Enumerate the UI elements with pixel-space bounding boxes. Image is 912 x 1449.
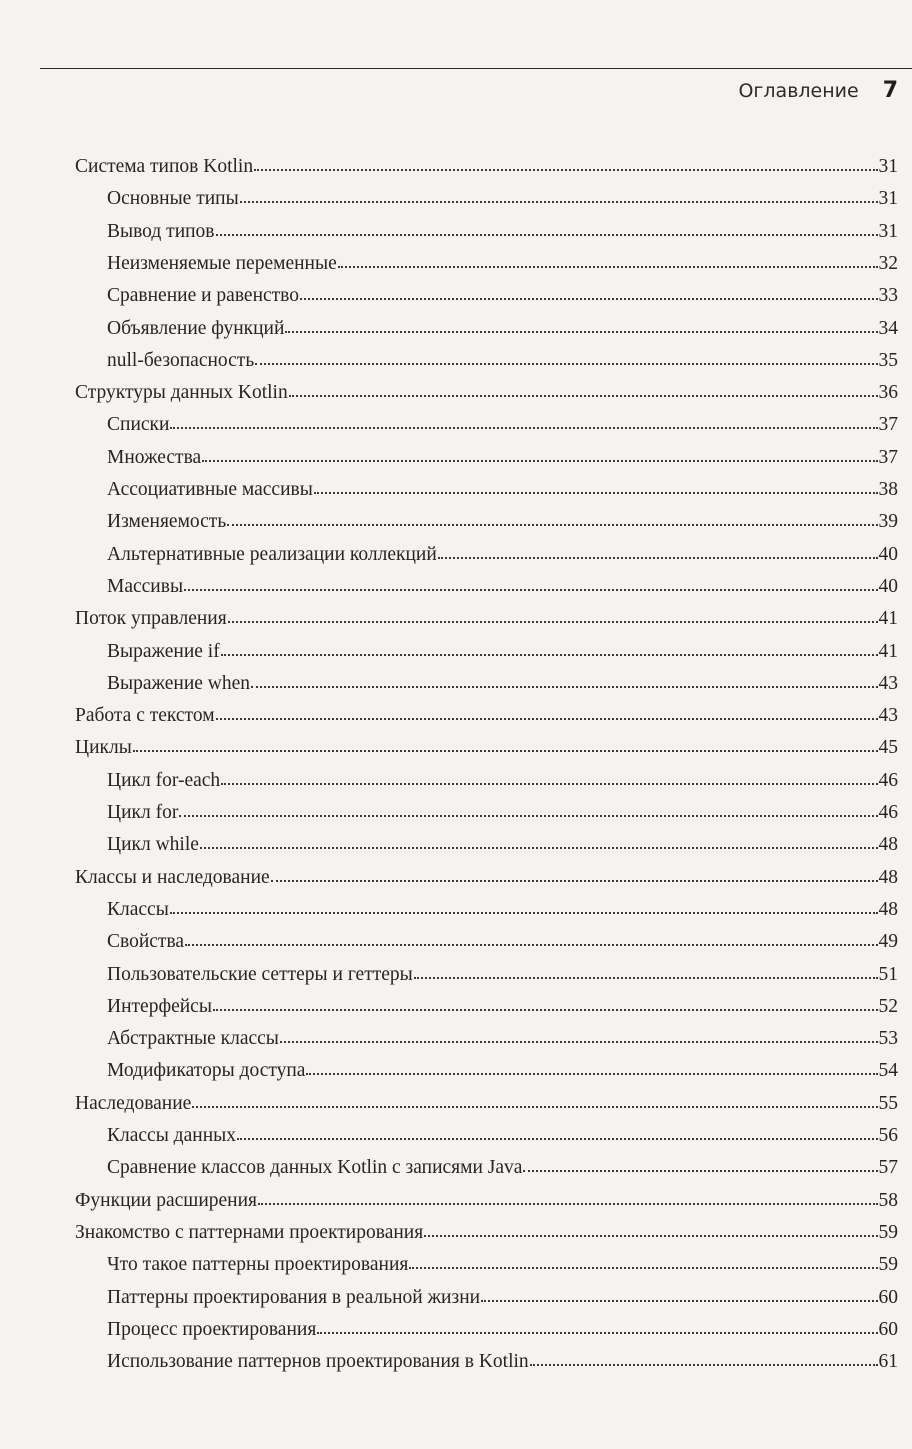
toc-page-number: 55 [878,1092,898,1114]
toc-subsection [107,926,898,958]
toc-section [75,603,898,635]
toc-title: Структуры данных Kotlin [75,382,288,404]
toc-dot-leader [414,977,878,979]
toc-page-number: 33 [878,285,898,307]
toc-page-number: 57 [878,1157,898,1179]
toc-dot-leader [271,880,878,882]
toc-section [75,862,898,894]
toc-subsection [107,1055,898,1087]
toc-title: Объявление функций [107,317,285,339]
toc-subsection [107,1314,898,1346]
toc-title: Вывод типов [107,220,215,242]
page-number: 7 [882,78,898,103]
toc-subsection [107,216,898,248]
toc-dot-leader [280,1041,878,1043]
toc-title: Работа с текстом [75,705,215,727]
toc-page-number: 61 [878,1351,898,1373]
toc-page-number: 49 [878,931,898,953]
toc-dot-leader [237,1138,878,1140]
toc-subsection [107,313,898,345]
toc-title: Знакомство с паттернами проектирования [75,1221,424,1243]
toc-page-number: 31 [878,220,898,242]
toc-dot-leader [424,1235,877,1237]
toc-page-number: 48 [878,866,898,888]
toc-page-number: 46 [878,769,898,791]
toc-dot-leader [306,1073,877,1075]
toc-title: Наследование [75,1092,192,1114]
toc-page-number: 36 [878,382,898,404]
toc-page-number: 48 [878,898,898,920]
toc-subsection [107,668,898,700]
toc-dot-leader [202,460,877,462]
toc-subsection [107,345,898,377]
toc-subsection [107,1249,898,1281]
toc-title: Изменяемость [107,511,227,533]
toc-dot-leader [254,169,877,171]
toc-subsection [107,1282,898,1314]
toc-section [75,1088,898,1120]
toc-dot-leader [300,298,877,300]
toc-dot-leader [213,1009,878,1011]
toc-page-number: 60 [878,1286,898,1308]
toc-page-number: 34 [878,317,898,339]
toc-title: Интерфейсы [107,995,212,1017]
toc-title: Цикл for [107,802,179,823]
toc-subsection [107,1120,898,1152]
toc-dot-leader [228,621,878,623]
toc-title: Что такое паттерны проектирования [107,1254,409,1276]
toc-title: Классы и наследование [75,866,270,888]
toc-title: Выражение when [107,672,251,694]
toc-title: Использование паттернов проектирования в Kotlin [107,1351,529,1373]
toc-section [75,732,898,764]
toc-subsection [107,280,898,312]
toc-dot-leader [251,686,877,688]
toc-page-number: 32 [878,252,898,274]
toc-page-number: 31 [878,156,898,177]
toc-subsection [107,829,898,861]
toc-title: Система типов Kotlin [75,156,254,177]
toc-page-number: 51 [878,963,898,985]
toc-dot-leader [216,234,878,236]
toc-page-number: 48 [878,834,898,856]
toc-title: Множества [107,446,202,468]
toc-section [75,700,898,732]
toc-title: Неизменяемые переменные [107,252,337,274]
toc-page-number: 37 [878,446,898,468]
toc-title: Сравнение классов данных Kotlin с записями Java [107,1157,523,1179]
toc-section [75,1217,898,1249]
toc-page-number: 53 [878,1028,898,1050]
toc-dot-leader [523,1170,877,1172]
running-title: Оглавление [738,80,859,102]
toc-page-number: 41 [878,640,898,662]
toc-title: Цикл for-each [107,769,221,791]
toc-dot-leader [338,266,878,268]
toc-subsection [107,765,898,797]
toc-dot-leader [192,1106,877,1108]
toc-page-number: 43 [878,705,898,727]
toc-dot-leader [170,912,878,914]
toc-title: Модификаторы доступа [107,1060,306,1082]
toc-page-number: 46 [878,802,898,823]
toc-subsection [107,1023,898,1055]
toc-dot-leader [317,1332,877,1334]
toc-page-number: 59 [878,1221,898,1243]
toc-page-number: 40 [878,543,898,565]
toc-section [75,151,898,183]
toc-section [75,377,898,409]
toc-dot-leader [227,524,877,526]
toc-title: null-безопасность [107,349,255,371]
toc-subsection [107,1346,898,1378]
toc-subsection [107,506,898,538]
toc-page-number: 40 [878,575,898,597]
toc-subsection [107,442,898,474]
toc-page-number: 31 [878,188,898,210]
toc-subsection [107,1152,898,1184]
toc-dot-leader [481,1300,877,1302]
toc-page-number: 38 [878,479,898,500]
toc-dot-leader [285,331,877,333]
toc-page-number: 37 [878,414,898,436]
toc-section [75,1185,898,1217]
toc-dot-leader [216,718,878,720]
toc-title: Ассоциативные массивы [107,479,313,500]
toc-subsection [107,183,898,215]
toc-subsection [107,474,898,506]
toc-title: Основные типы [107,188,239,210]
toc-subsection [107,636,898,668]
toc-title: Цикл while [107,834,199,856]
toc-dot-leader [258,1203,877,1205]
toc-subsection [107,894,898,926]
header-rule [40,68,912,69]
running-head [738,78,898,103]
toc-subsection [107,248,898,280]
toc-subsection [107,991,898,1023]
toc-dot-leader [184,589,877,591]
toc-dot-leader [289,395,878,397]
toc-dot-leader [221,783,877,785]
toc-title: Свойства [107,931,185,953]
toc-page-number: 52 [878,995,898,1017]
toc-dot-leader [170,427,877,429]
toc-dot-leader [314,492,878,494]
toc-dot-leader [179,815,877,817]
toc-dot-leader [221,654,878,656]
toc-title: Списки [107,414,170,436]
toc-dot-leader [240,201,878,203]
toc-title: Циклы [75,737,132,759]
toc-dot-leader [409,1267,877,1269]
toc-dot-leader [255,363,877,365]
toc-title: Функции расширения [75,1189,258,1211]
toc-dot-leader [200,847,878,849]
toc-subsection [107,409,898,441]
toc-title: Альтернативные реализации коллекций [107,543,437,565]
toc-page-number: 60 [878,1318,898,1340]
toc-title: Выражение if [107,640,220,662]
toc-dot-leader [133,750,878,752]
toc-title: Абстрактные классы [107,1028,279,1050]
toc-title: Паттерны проектирования в реальной жизни [107,1286,481,1308]
toc-subsection [107,959,898,991]
toc-dot-leader [438,557,878,559]
toc-page-number: 39 [878,511,898,533]
toc-dot-leader [530,1364,878,1366]
toc-page-number: 45 [878,737,898,759]
toc-page-number: 59 [878,1254,898,1276]
toc-page-number: 56 [878,1125,898,1146]
toc-page-number: 41 [878,608,898,630]
toc-title: Классы [107,898,169,920]
toc-subsection [107,571,898,603]
toc-title: Массивы [107,575,184,597]
toc-subsection [107,539,898,571]
toc-title: Сравнение и равенство [107,285,300,307]
toc-title: Процесс проектирования [107,1318,317,1340]
toc-subsection [107,797,898,829]
toc-title: Пользовательские сеттеры и геттеры [107,963,413,985]
toc-dot-leader [185,944,877,946]
toc-title: Поток управления [75,608,227,630]
toc-title: Классы данных [107,1125,236,1146]
toc-page-number: 43 [878,672,898,694]
toc-page-number: 35 [878,349,898,371]
toc-page-number: 58 [878,1189,898,1211]
toc-page-number: 54 [878,1060,898,1082]
